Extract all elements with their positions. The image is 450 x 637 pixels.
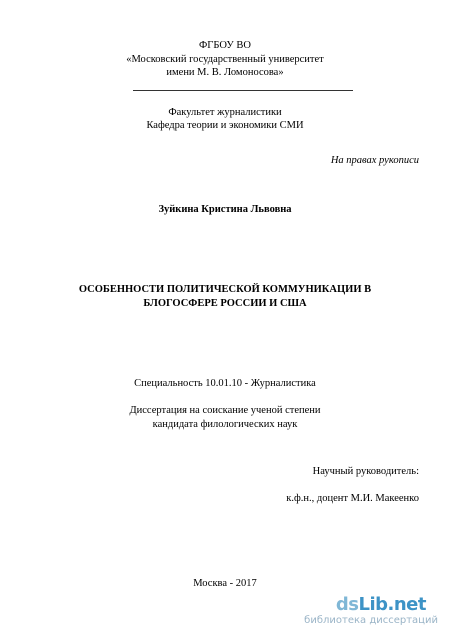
specialty: Специальность 10.01.10 - Журналистика: [134, 378, 316, 389]
city-year: Москва - 2017: [193, 578, 257, 589]
university-name: «Московский государственный университет: [126, 54, 324, 65]
watermark-subtitle: библиотека диссертаций: [304, 615, 438, 626]
org-short-name: ФГБОУ ВО: [199, 40, 251, 51]
logo-ds: ds: [335, 594, 359, 615]
logo-net: .net: [387, 594, 426, 615]
university-named-after: имени М. В. Ломоносова»: [166, 67, 284, 78]
supervisor-name: к.ф.н., доцент М.И. Макеенко: [286, 493, 419, 504]
author-name: Зуйкина Кристина Львовна: [158, 204, 292, 215]
dissertation-title-line-1: ОСОБЕННОСТИ ПОЛИТИЧЕСКОЙ КОММУНИКАЦИИ В: [78, 284, 372, 295]
degree-line-1: Диссертация на соискание ученой степени: [129, 405, 321, 416]
manuscript-note: На правах рукописи: [330, 155, 419, 166]
dissertation-title-line-2: БЛОГОСФЕРЕ РОССИИ И США: [143, 298, 307, 309]
chair-name: Кафедра теории и экономики СМИ: [146, 120, 304, 131]
dslib-watermark: [304, 594, 438, 629]
header-divider: [133, 90, 353, 91]
supervisor-label: Научный руководитель:: [312, 466, 419, 477]
dslib-logo: [336, 595, 426, 615]
logo-lib: Lib: [358, 594, 388, 615]
degree-line-2: кандидата филологических наук: [152, 419, 298, 430]
faculty-name: Факультет журналистики: [168, 107, 282, 118]
